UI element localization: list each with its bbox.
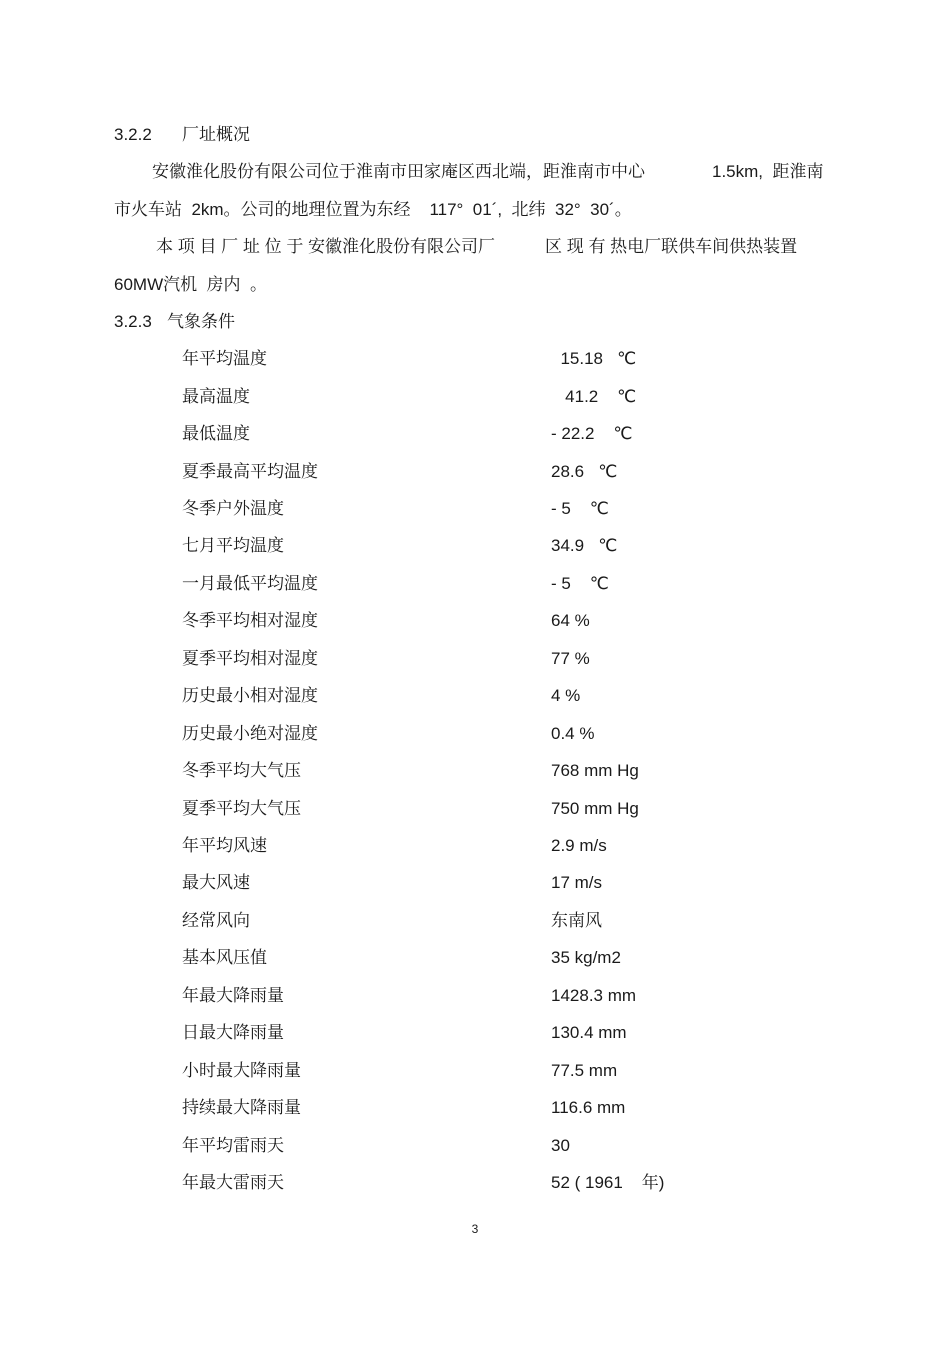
climate-row-label: 年最大降雨量 — [182, 986, 284, 1005]
climate-row-label: 历史最小相对湿度 — [182, 686, 318, 705]
climate-row-value: 17 m/s — [551, 873, 603, 892]
climate-row-value: 41.2 ℃ — [551, 387, 637, 406]
climate-row-value: 116.6 mm — [551, 1098, 626, 1117]
climate-row-label: 年最大雷雨天 — [182, 1173, 284, 1192]
climate-row-value: 15.18 ℃ — [551, 349, 637, 368]
climate-row-value: 77.5 mm — [551, 1061, 618, 1080]
climate-row-value: 1428.3 mm — [551, 986, 637, 1005]
paragraph-2-line-2: 60MW汽机 房内 。 — [114, 275, 268, 294]
climate-row-label: 最低温度 — [182, 424, 250, 443]
climate-row-value: 4 % — [551, 686, 581, 705]
climate-row-label: 最高温度 — [182, 387, 250, 406]
climate-row-value: 77 % — [551, 649, 590, 668]
climate-row-value: 64 % — [551, 611, 590, 630]
paragraph-1-line-1b: 1.5km, 距淮南 — [712, 162, 824, 181]
climate-row-value: 35 kg/m2 — [551, 948, 621, 967]
climate-row-label: 基本风压值 — [182, 948, 267, 967]
paragraph-2-line-1a: 本 项 目 厂 址 位 于 安徽淮化股份有限公司厂 — [156, 237, 496, 256]
climate-row-label: 年平均风速 — [182, 836, 267, 855]
paragraph-2-line-1b: 区 现 有 热电厂联供车间供热装置 — [545, 237, 798, 256]
section-3-2-3-title: 气象条件 — [167, 312, 235, 331]
climate-row-label: 小时最大降雨量 — [182, 1061, 301, 1080]
climate-row-value: 750 mm Hg — [551, 799, 639, 818]
page-number: 3 — [471, 1222, 479, 1236]
climate-row-label: 持续最大降雨量 — [182, 1098, 301, 1117]
climate-row-value: 30 — [551, 1136, 570, 1155]
climate-row-label: 夏季平均大气压 — [182, 799, 301, 818]
climate-row-label: 年平均温度 — [182, 349, 267, 368]
climate-row-label: 冬季平均大气压 — [182, 761, 301, 780]
climate-row-label: 最大风速 — [182, 873, 250, 892]
section-3-2-3-number: 3.2.3 — [114, 312, 152, 331]
section-3-2-2-title: 厂址概况 — [182, 125, 250, 144]
climate-row-label: 夏季最高平均温度 — [182, 462, 318, 481]
climate-row-label: 冬季平均相对湿度 — [182, 611, 318, 630]
climate-row-value: 768 mm Hg — [551, 761, 639, 780]
climate-row-label: 七月平均温度 — [182, 536, 284, 555]
climate-row-value: - 5 ℃ — [551, 574, 609, 593]
climate-row-value: 34.9 ℃ — [551, 536, 618, 555]
climate-row-label: 经常风向 — [182, 911, 250, 930]
climate-row-value: 130.4 mm — [551, 1023, 627, 1042]
climate-row-value: 52 ( 1961 年) — [551, 1173, 665, 1192]
climate-row-label: 冬季户外温度 — [182, 499, 284, 518]
paragraph-1-line-1a: 安徽淮化股份有限公司位于淮南市田家庵区西北端，距淮南市中心 — [152, 162, 645, 181]
climate-row-value: - 22.2 ℃ — [551, 424, 633, 443]
climate-row-value: 28.6 ℃ — [551, 462, 618, 481]
climate-row-label: 夏季平均相对湿度 — [182, 649, 318, 668]
paragraph-1-line-2: 市火车站 2km。公司的地理位置为东经 117° 01´, 北纬 32° 30´。 — [114, 200, 632, 219]
climate-row-value: 0.4 % — [551, 724, 595, 743]
climate-row-value: 东南风 — [551, 911, 602, 930]
section-3-2-2-number: 3.2.2 — [114, 125, 152, 144]
climate-row-label: 年平均雷雨天 — [182, 1136, 284, 1155]
climate-row-value: 2.9 m/s — [551, 836, 607, 855]
climate-row-value: - 5 ℃ — [551, 499, 609, 518]
climate-row-label: 日最大降雨量 — [182, 1023, 284, 1042]
climate-row-label: 一月最低平均温度 — [182, 574, 318, 593]
climate-row-label: 历史最小绝对湿度 — [182, 724, 318, 743]
